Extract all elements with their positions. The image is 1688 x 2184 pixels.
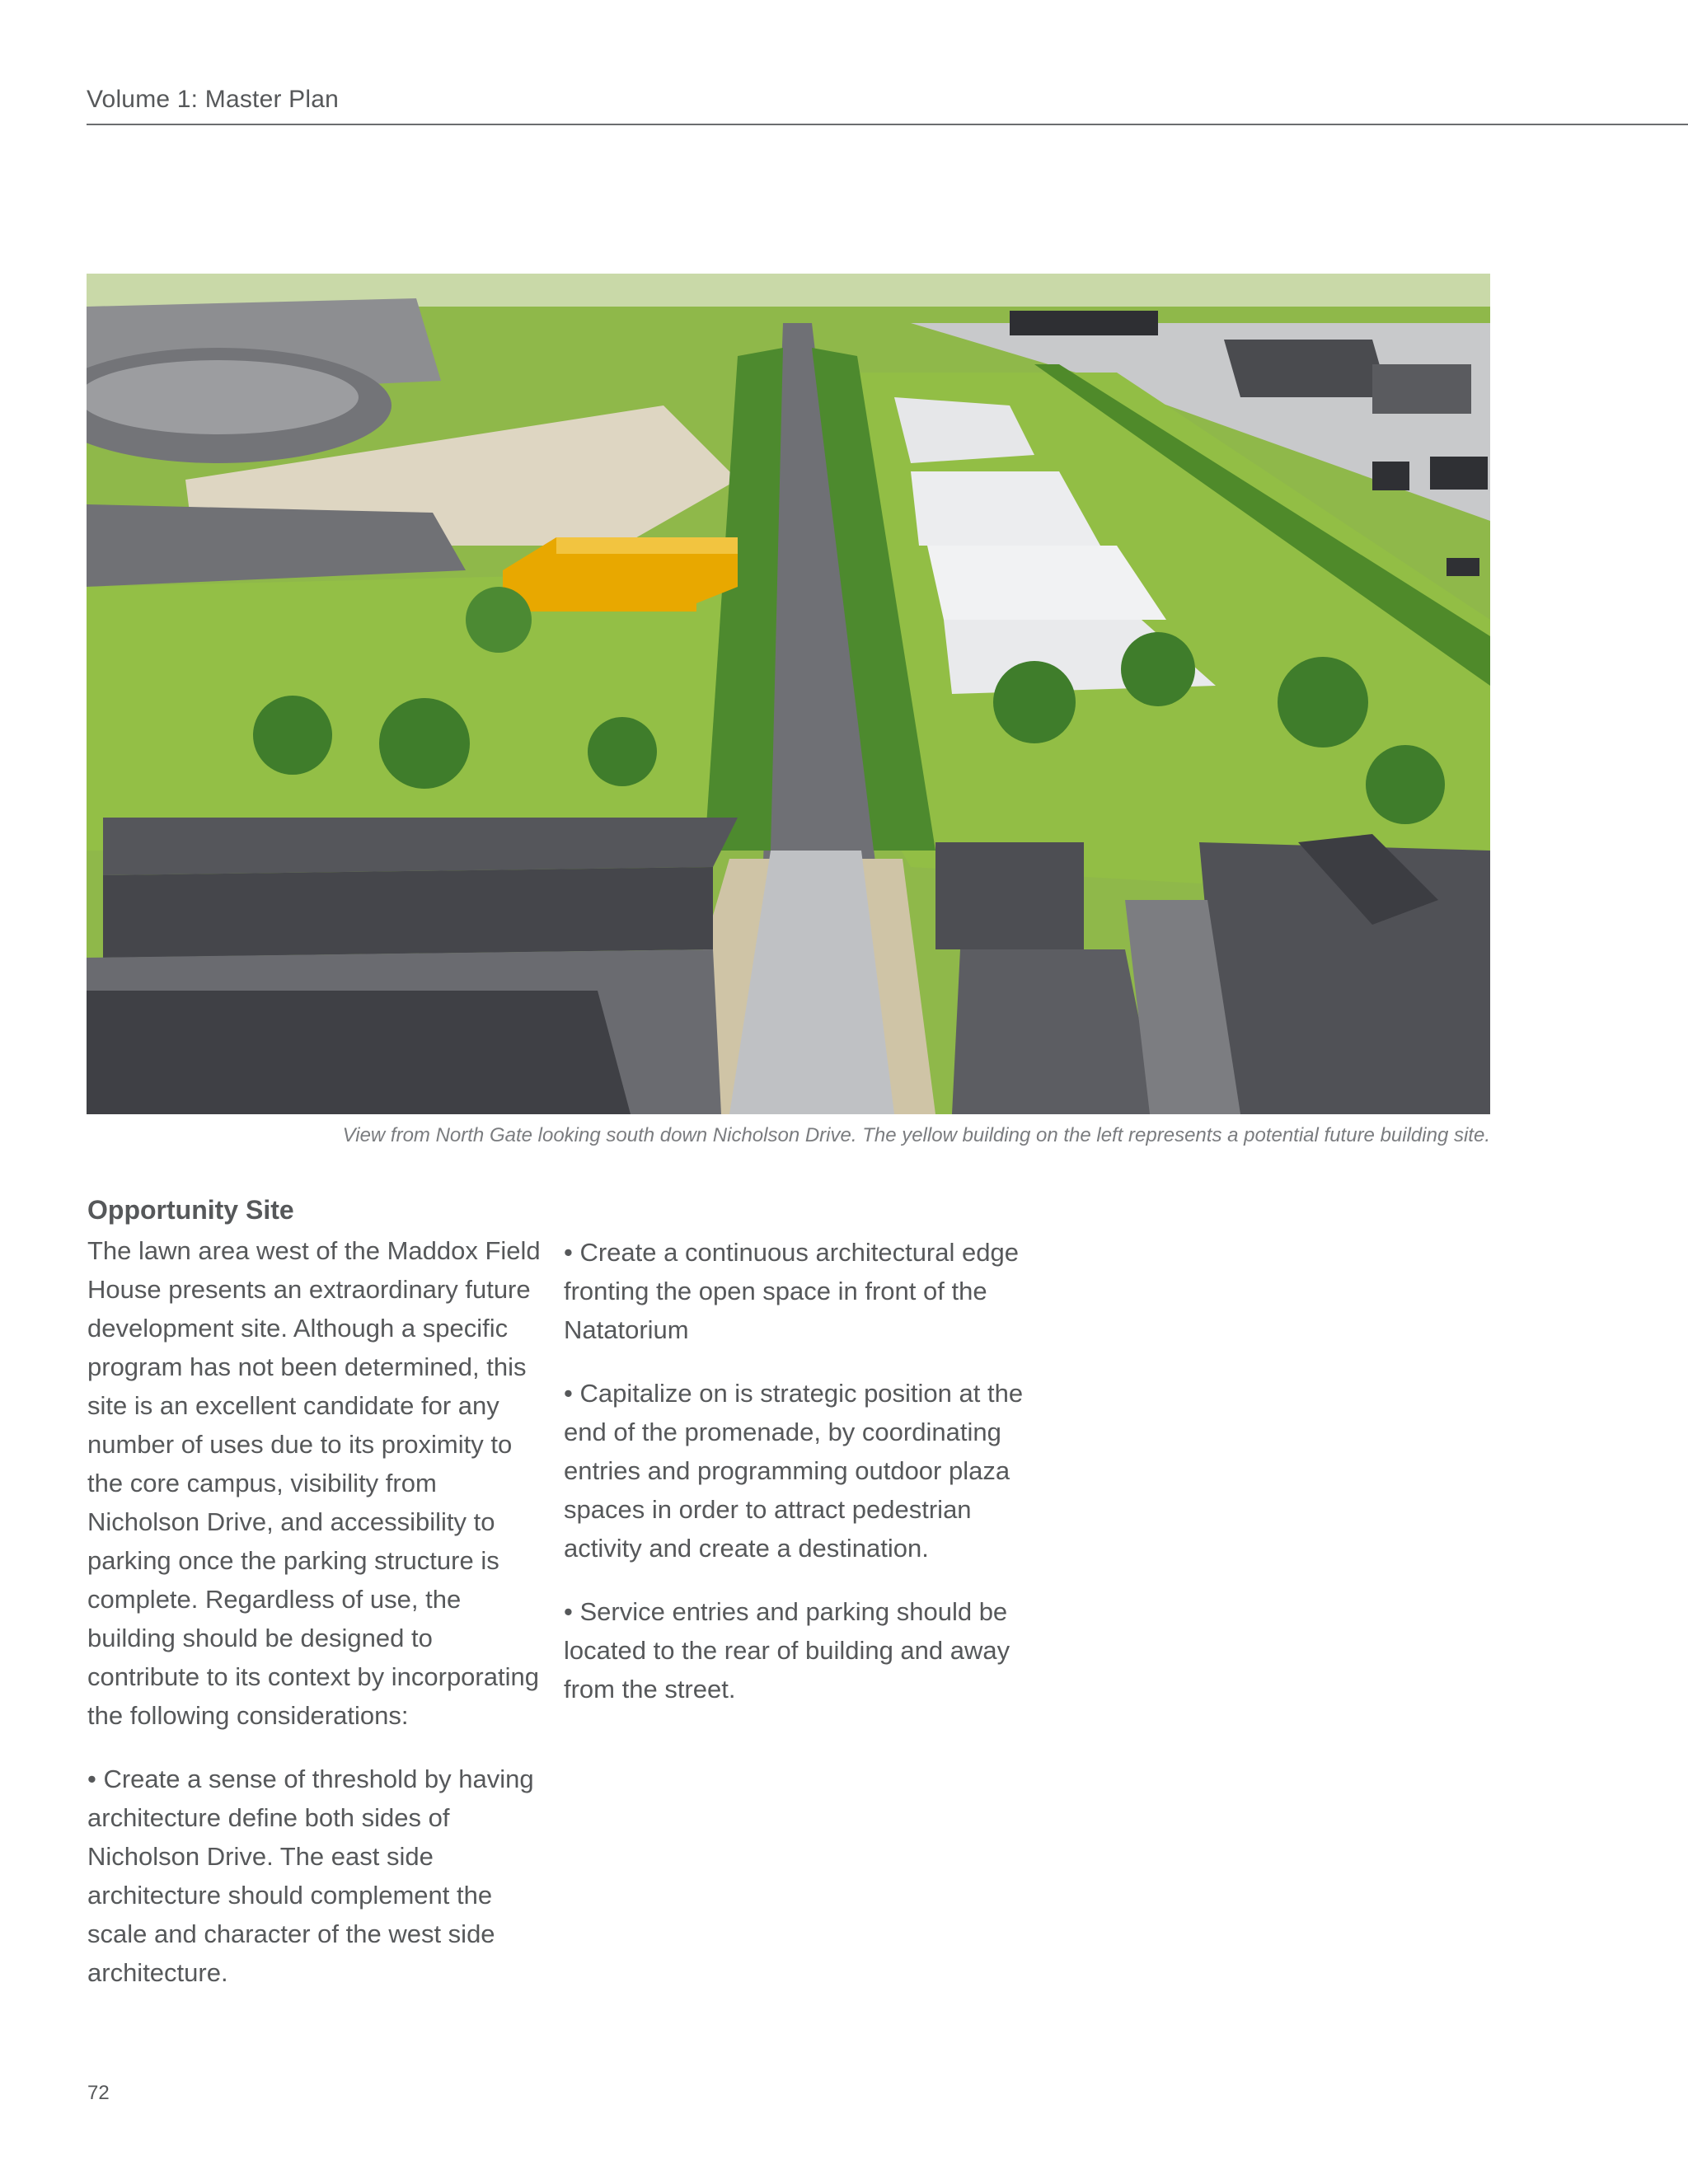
- foreground-west-building-front: [103, 867, 713, 958]
- tree: [993, 661, 1076, 743]
- foreground-west-building: [103, 818, 738, 875]
- bullet-item: • Create a continuous architectural edge fronting the open space in front of the Natatorium: [564, 1238, 1019, 1344]
- future-building-shade: [556, 537, 738, 554]
- text-column-right: [564, 1233, 1025, 1733]
- tree: [1366, 745, 1445, 824]
- stadium-inner: [87, 360, 359, 434]
- distant-building: [1447, 558, 1479, 576]
- tree: [379, 698, 470, 789]
- section-heading: Opportunity Site: [87, 1195, 294, 1225]
- distant-building: [1224, 340, 1389, 397]
- distant-building: [1430, 457, 1488, 490]
- tree: [1121, 632, 1195, 706]
- text-column-left: [87, 1231, 549, 2017]
- distant-building: [1010, 311, 1158, 335]
- campus-rendering-figure: [87, 274, 1490, 1114]
- header-rule: [87, 124, 1688, 125]
- tree: [1278, 657, 1368, 748]
- tree: [466, 587, 532, 653]
- tree: [588, 717, 657, 786]
- foreground-east-building: [952, 949, 1158, 1114]
- bullet-item: • Create a sense of threshold by having architecture define both sides of Nicholson Drive. The east side architecture should complement the scale and character of the west side architecture.: [87, 1765, 534, 1987]
- foreground-east-building: [935, 842, 1084, 949]
- bullet-item: • Service entries and parking should be located to the rear of building and away from the street.: [564, 1597, 1010, 1704]
- foreground-west-roof: [87, 991, 631, 1114]
- bullet-item: • Capitalize on is strategic position at the end of the promenade, by coordinating entries and programming outdoor plaza spaces in order to attract pedestrian activity and create a destination.: [564, 1379, 1024, 1563]
- figure-caption: View from North Gate looking south down Nicholson Drive. The yellow building on the left represents a potential future building site.: [342, 1124, 1490, 1146]
- tree: [253, 696, 332, 775]
- running-header: Volume 1: Master Plan: [87, 86, 340, 113]
- intro-paragraph: The lawn area west of the Maddox Field House presents an extraordinary future development site. Although a specific program has not been determined, this site is an excellent candidate for any number of uses due to its proximity to the core campus, visibility from Nicholson Drive, and accessibility to parking once the parking structure is complete. Regardless of use, the building should be designed to contribute to its context by incorporating the following considerations:: [87, 1236, 541, 1730]
- distant-building: [1372, 364, 1471, 414]
- distant-building: [1372, 462, 1409, 490]
- page-number: 72: [87, 2082, 110, 2104]
